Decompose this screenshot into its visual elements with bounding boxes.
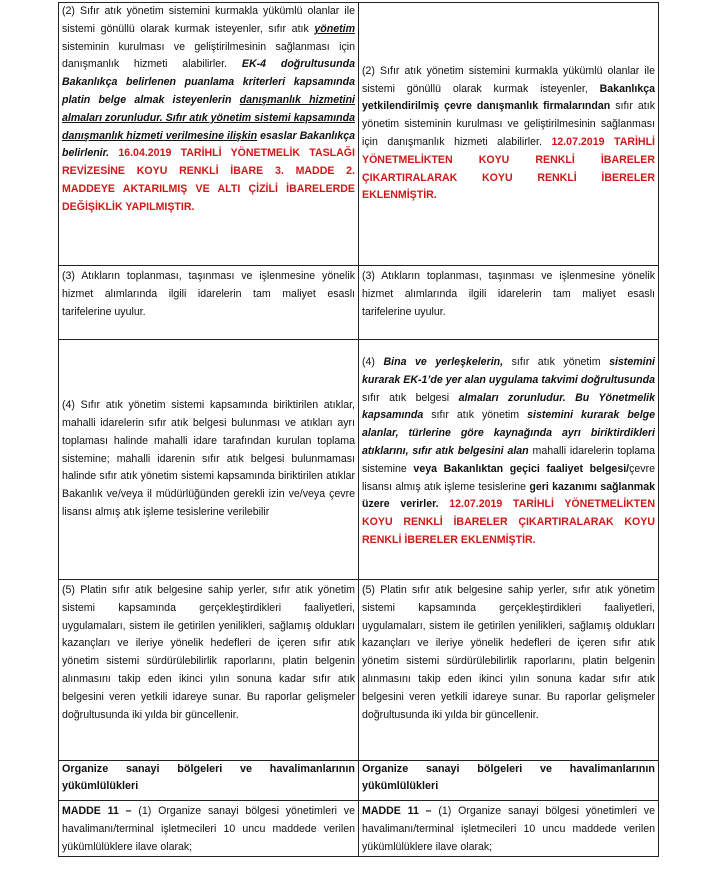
table-cell-right — [359, 801, 659, 857]
table-cell-right — [359, 340, 659, 580]
paragraph-5-old: (5) Platin sıfır atık belgesine sahip yerler, sıfır atık yönetim sistemi kapsamında gerçekleştirdikleri faaliyetleri, uygulamaları, sistem ile getirilen yenilikleri, sağlamış oldukları kazançları ve ileriye yönelik hedefleri de içeren sıfır atık yönetim sistemi sürdürülebilirlik raporlarını, platin belgenin alınmasını takip eden ikinci yılın sonuna kadar sıfır atık belgesini veren yetkili idareye sunar. Bu raporlar gelişmeler doğrultusunda iki yılda bir güncellenir. — [62, 584, 355, 721]
paragraph-2-old: (2) Sıfır atık yönetim sistemini kurmakla yükümlü olanlar ile sistemi gönüllü olarak kurmak isteyenler, sıfır atık yönetim sisteminin kurulması ve geliştirilmesinin sağlanması için danışmanlık hizmeti alabilirler. EK-4 doğrultusunda Bakanlıkça belirlenen puanlama kriterleri kapsamında platin belge almak isteyenlerin danışmanlık hizmetini almaları zorunludur. Sıfır atık yönetim sistemi kapsamında danışmanlık hizmeti verilmesine ilişkin esaslar Bakanlıkça belirlenir. 16.04.2019 TARİHLİ YÖNETMELİK TASLAĞI REVİZESİNE KOYU RENKLİ İBARE 3. MADDE 2. MADDEYE AKTARILMIŞ VE ALTI ÇİZİLİ İBARELERDE DEĞİŞİKLİK YAPILMIŞTIR. — [62, 5, 355, 213]
table-cell-right — [359, 266, 659, 340]
paragraph-4-old: (4) Sıfır atık yönetim sistemi kapsamında biriktirilen atıklar, mahalli idarelerin sıfır atık belgesi bulunması ve atıkları ayrı toplaması halinde mahalli idare tarafından kurulan toplama sistemine; mahalli idarenin sıfır atık belgesi bulunmaması halinde sıfır atık yönetim sistemi kapsamında biriktirilen atıklar Bakanlık ve/veya il müdürlüğünden gerekli izin ve/veya çevre lisansı almış atık işleme tesislerine verilebilir — [62, 399, 355, 518]
table-cell-right — [359, 580, 659, 761]
table-row — [59, 266, 659, 340]
table-row — [59, 580, 659, 761]
comparison-table — [58, 2, 659, 857]
table-cell-left — [59, 761, 359, 801]
table-row — [59, 3, 659, 266]
table-cell-left — [59, 340, 359, 580]
table-row — [59, 801, 659, 857]
paragraph-3-old: (3) Atıkların toplanması, taşınması ve işlenmesine yönelik hizmet alımlarında ilgili idarelerin tam maliyet esaslı tarifelerine uyulur. — [62, 270, 355, 318]
section-heading-old: Organize sanayi bölgeleri ve havalimanlarının yükümlülükleri — [62, 763, 355, 792]
underlined-term: yönetim — [314, 22, 355, 35]
paragraph-2-new: (2) Sıfır atık yönetim sistemini kurmakla yükümlü olanlar ile sistemi gönüllü olarak kurmak isteyenler, Bakanlıkça yetkilendirilmiş çevre danışmanlık firmalarından sıfır atık yönetim sisteminin kurulması ve geliştirilmesinin sağlanması için danışmanlık hizmeti alabilirler. 12.07.2019 TARİHLİ YÖNETMELİKTEN KOYU RENKLİ İBARELER ÇIKARTIRALARAK KOYU RENKLİ İBERELER EKLENMİŞTİR. — [362, 64, 655, 202]
revision-note: 12.07.2019 TARİHLİ YÖNETMELİKTEN KOYU RENKLİ İBARELER ÇIKARTIRALARAK KOYU RENKLİ İBERELER EKLENMİŞTİR. — [362, 498, 655, 546]
paragraph-5-new: (5) Platin sıfır atık belgesine sahip yerler, sıfır atık yönetim sistemi kapsamında gerçekleştirdikleri faaliyetleri, uygulamaları, sistem ile getirilen yenilikleri, sağlamış oldukları kazançları ve ileriye yönelik hedefleri de içeren sıfır atık yönetim sistemi sürdürülebilirlik raporlarını, platin belgenin alınmasını takip eden ikinci yılın sonuna kadar sıfır atık belgesini veren yetkili idareye sunar. Bu raporlar gelişmeler doğrultusunda iki yılda bir güncellenir. — [362, 584, 655, 721]
table-cell-left — [59, 266, 359, 340]
paragraph-3-new: (3) Atıkların toplanması, taşınması ve işlenmesine yönelik hizmet alımlarında ilgili idarelerin tam maliyet esaslı tarifelerine uyulur. — [362, 270, 655, 318]
table-row — [59, 340, 659, 580]
table-cell-left — [59, 801, 359, 857]
revision-note: 16.04.2019 TARİHLİ YÖNETMELİK TASLAĞI REVİZESİNE KOYU RENKLİ İBARE 3. MADDE 2. MADDEYE AKTARILMIŞ VE ALTI ÇİZİLİ İBARELERDE DEĞİŞİKLİK YAPILMIŞTIR. — [62, 147, 355, 213]
section-heading-new: Organize sanayi bölgeleri ve havalimanlarının yükümlülükleri — [362, 763, 655, 792]
table-cell-right — [359, 3, 659, 266]
table-cell-right — [359, 761, 659, 801]
table-cell-left — [59, 580, 359, 761]
table-row — [59, 761, 659, 801]
table-cell-left — [59, 3, 359, 266]
article-11-old: MADDE 11 – (1) Organize sanayi bölgesi yönetimleri ve havalimanı/terminal işletmecileri 10 uncu maddede verilen yükümlülüklere ilave olarak; — [62, 805, 355, 853]
revision-note: 12.07.2019 TARİHLİ YÖNETMELİKTEN KOYU RENKLİ İBARELER ÇIKARTIRALARAK KOYU RENKLİ İBERELER EKLENMİŞTİR. — [362, 136, 655, 202]
article-11-new: MADDE 11 – (1) Organize sanayi bölgesi yönetimleri ve havalimanı/terminal işletmecileri 10 uncu maddede verilen yükümlülüklere ilave olarak; — [362, 805, 655, 853]
paragraph-4-new: (4) Bina ve yerleşkelerin, sıfır atık yönetim sistemini kurarak EK-1’de yer alan uygulama takvimi doğrultusunda sıfır atık belgesi almaları zorunludur. Bu Yönetmelik kapsamında sıfır atık yönetim sistemini kurarak belge alanlar, türlerine göre kaynağında ayrı biriktirdikleri atıklarını, sıfır atık belgesini alan mahalli idarelerin toplama sistemine veya Bakanlıktan geçici faaliyet belgesi/çevre lisansı almış atık işleme tesislerine geri kazanımı sağlanmak üzere verirler. 12.07.2019 TARİHLİ YÖNETMELİKTEN KOYU RENKLİ İBARELER ÇIKARTIRALARAK KOYU RENKLİ İBERELER EKLENMİŞTİR. — [362, 356, 656, 546]
